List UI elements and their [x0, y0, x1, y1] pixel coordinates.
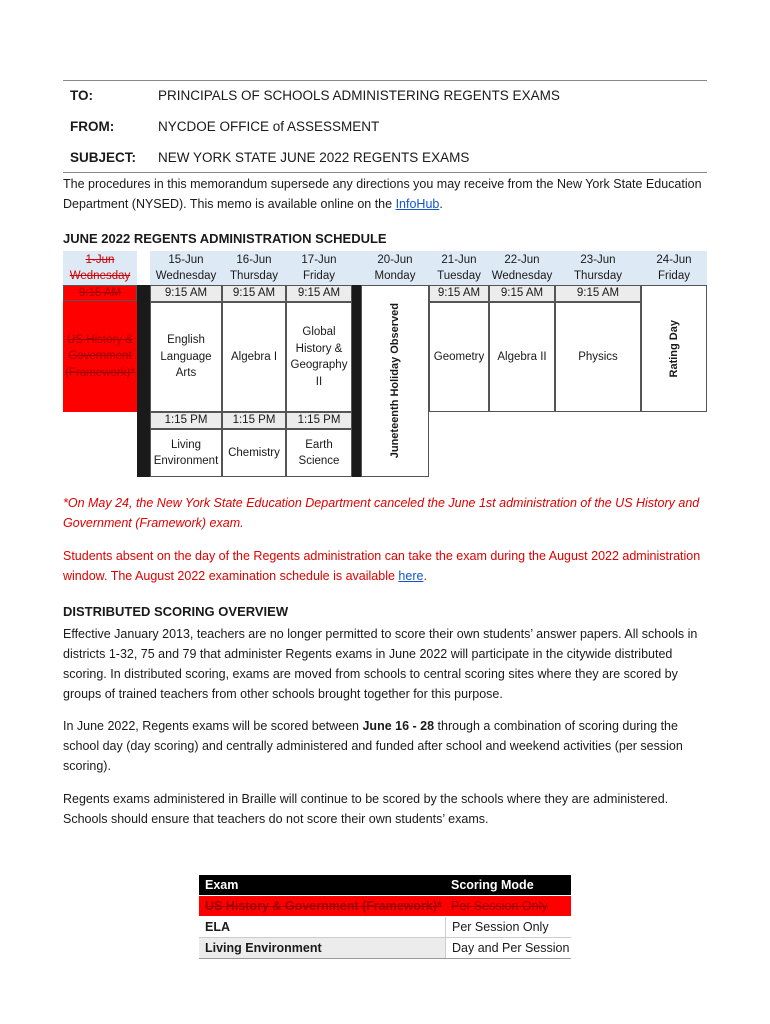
date-17: 17-Jun [301, 253, 337, 266]
scoring-paragraph-1: Effective January 2013, teachers are no longer permitted to score their own students’ answer papers. All schools in districts 1-32, 75 and 79 that administer Regents exams in June 2022 will participate in the citywide distributed scoring. In distributed scoring, exams are moved from schools to central scoring sites where they are scored by groups of trained teachers from other schools brought together for this purpose. [63, 627, 698, 701]
cancelled-date-header [63, 251, 137, 285]
am-time-17: 9:15 AM [286, 285, 352, 302]
divider-bar-2 [352, 285, 361, 477]
intro-text: The procedures in this memorandum supersede any directions you may receive from the New York State Education Department (NYSED). This memo is available online on the [63, 177, 702, 211]
scoring-table-header [199, 875, 571, 895]
rating-day-cell [641, 285, 707, 412]
table-row [199, 917, 571, 938]
day-header-21 [429, 251, 489, 285]
day-17: Friday [303, 270, 335, 282]
memo-to-value: PRINCIPALS OF SCHOOLS ADMINISTERING REGENTS EXAMS [158, 88, 560, 103]
intro-text-end: . [439, 197, 443, 211]
date-22: 22-Jun [504, 253, 540, 266]
day-header-22 [489, 251, 555, 285]
memo-from-value: NYCDOE OFFICE of ASSESSMENT [158, 119, 380, 134]
memo-subject-value: NEW YORK STATE JUNE 2022 REGENTS EXAMS [158, 150, 470, 165]
row-mode: Day and Per Session [445, 938, 571, 958]
cancelled-date: 1-Jun [85, 253, 115, 266]
day-header-20 [361, 251, 429, 285]
memo-subject-label: SUBJECT: [70, 150, 137, 165]
schedule-heading: JUNE 2022 REGENTS ADMINISTRATION SCHEDULE [63, 231, 387, 246]
cancelled-exam: US History & Government (Framework)* [65, 333, 135, 379]
day-24: Friday [658, 270, 690, 282]
pm-time-16: 1:15 PM [222, 412, 286, 429]
scoring-heading: DISTRIBUTED SCORING OVERVIEW [63, 604, 289, 619]
row-mode: Per Session Only [451, 899, 548, 913]
juneteenth-label: Juneteenth Holiday Observed [388, 303, 401, 459]
day-header-15 [150, 251, 222, 285]
cancelled-day: Wednesday [69, 270, 131, 282]
day-23: Thursday [574, 270, 622, 282]
row-exam: ELA [205, 920, 230, 934]
am-time-15: 9:15 AM [150, 285, 222, 302]
date-15: 15-Jun [168, 253, 204, 266]
scoring-paragraph-3: Regents exams administered in Braille will continue to be scored by the schools where they are administered. Schools should ensure that teachers do not score their own students’ exams. [63, 792, 669, 826]
date-21: 21-Jun [441, 253, 477, 266]
cancelled-time-cell [63, 285, 137, 301]
day-header-23 [555, 251, 641, 285]
pm-exam-17: Earth Science [286, 429, 352, 477]
date-24: 24-Jun [656, 253, 692, 266]
scoring-paragraph-2 [63, 716, 713, 776]
top-rule [63, 80, 707, 81]
day-15: Wednesday [155, 270, 217, 282]
pm-time-15: 1:15 PM [150, 412, 222, 429]
infohub-link[interactable]: InfoHub [395, 197, 440, 211]
absent-paragraph [63, 546, 713, 586]
am-time-16: 9:15 AM [222, 285, 286, 302]
am-time-23: 9:15 AM [555, 285, 641, 302]
am-exam-23: Physics [555, 302, 641, 412]
am-exam-17: Global History & Geography II [286, 302, 352, 412]
scoring-dates: June 16 - 28 [362, 719, 435, 733]
scoring-p2-text-end: through a combination of scoring during the school day (day scoring) and centrally administered and funded after school and weekend activities (per session scoring). [63, 719, 683, 773]
am-time-22: 9:15 AM [489, 285, 555, 302]
rating-day-label: Rating Day [667, 319, 680, 378]
absent-text-end: . [423, 569, 427, 583]
day-16: Thursday [230, 270, 278, 282]
juneteenth-cell [361, 285, 429, 477]
day-header-16 [222, 251, 286, 285]
pm-time-17: 1:15 PM [286, 412, 352, 429]
day-header-17 [286, 251, 352, 285]
row-exam: Living Environment [205, 941, 322, 955]
cancelled-exam-cell [63, 301, 137, 412]
date-23: 23-Jun [580, 253, 616, 266]
day-20: Monday [374, 270, 416, 282]
memo-to-label: TO: [70, 88, 93, 103]
header-exam: Exam [205, 878, 239, 892]
schedule-table [63, 251, 707, 477]
day-header-24 [641, 251, 707, 285]
table-row [199, 938, 571, 959]
date-16: 16-Jun [236, 253, 272, 266]
row-mode: Per Session Only [445, 917, 571, 937]
am-exam-15: English Language Arts [150, 302, 222, 412]
august-schedule-link[interactable]: here [398, 569, 424, 583]
absent-text: Students absent on the day of the Regents administration can take the exam during the August 2022 administration window. The August 2022 examination schedule is available [63, 549, 701, 583]
date-20: 20-Jun [377, 253, 413, 266]
row-exam: US History & Government (Framework)* [205, 899, 442, 913]
day-22: Wednesday [491, 270, 553, 282]
pm-exam-15: Living Environment [150, 429, 222, 477]
cancelled-time: 9:15 AM [78, 286, 122, 299]
am-exam-22: Algebra II [489, 302, 555, 412]
scoring-p2-text: In June 2022, Regents exams will be scored between [63, 719, 363, 733]
footnote: *On May 24, the New York State Education Department canceled the June 1st administration of the US History and Government (Framework) exam. [63, 496, 700, 530]
am-exam-16: Algebra I [222, 302, 286, 412]
intro-paragraph [63, 174, 713, 214]
subject-rule [63, 172, 707, 173]
table-row [199, 896, 571, 916]
am-time-21: 9:15 AM [429, 285, 489, 302]
pm-exam-16: Chemistry [222, 429, 286, 477]
memo-from-label: FROM: [70, 119, 115, 134]
header-scoring-mode: Scoring Mode [451, 878, 534, 892]
day-21: Tuesday [437, 270, 481, 282]
divider-bar [137, 285, 150, 477]
am-exam-21: Geometry [429, 302, 489, 412]
